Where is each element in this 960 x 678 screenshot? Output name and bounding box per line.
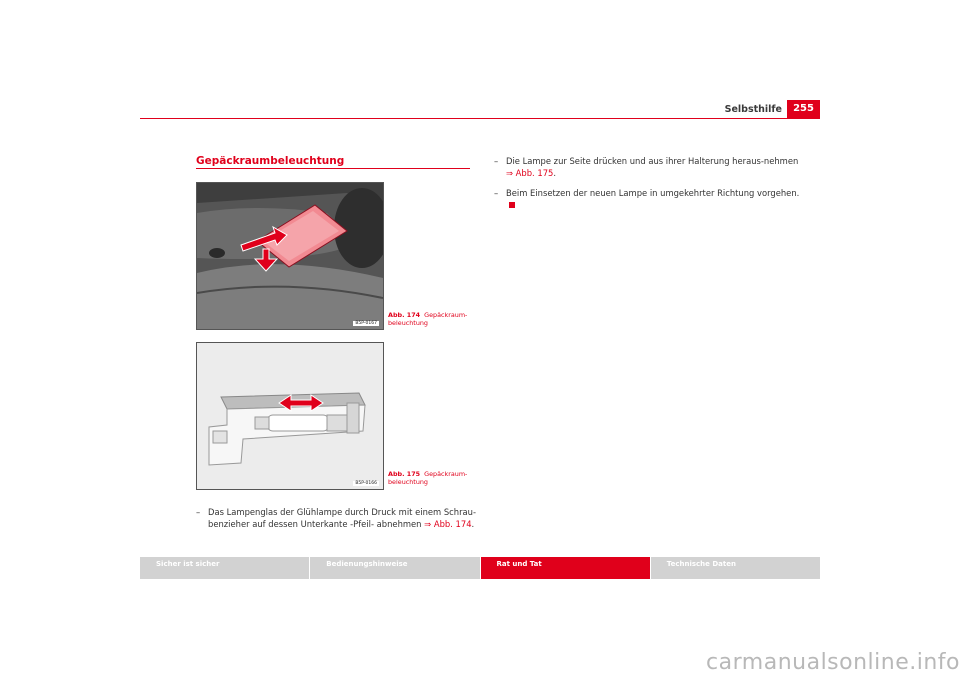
step-tail: . — [471, 519, 475, 529]
figure-174-trunk-light — [196, 182, 384, 330]
watermark: carmanualsonline.info — [706, 650, 960, 675]
page-number-badge: 255 — [787, 100, 820, 118]
step-dash: – — [494, 156, 499, 166]
instruction-step-3 — [494, 187, 804, 211]
caption-text: Gepäckraum-beleuchtung — [388, 311, 468, 327]
instruction-step-2 — [494, 155, 804, 179]
caption-text: Gepäckraum-beleuchtung — [388, 470, 468, 486]
figure-reference-link[interactable]: ⇒ Abb. 174 — [424, 519, 472, 529]
end-of-section-icon — [509, 202, 515, 208]
footer-tab-bedienungshinweise[interactable]: Bedienungshinweise — [310, 557, 479, 579]
running-header-title: Selbsthilfe — [724, 104, 782, 115]
footer-tab-rat-und-tat[interactable]: Rat und Tat — [481, 557, 650, 579]
step-text: Die Lampe zur Seite drücken und aus ihrer Halterung heraus-nehmen — [506, 156, 799, 166]
step-dash: – — [494, 188, 499, 198]
footer-tab-sicher-ist-sicher[interactable]: Sicher ist sicher — [140, 557, 309, 579]
section-rule — [196, 168, 470, 169]
lamp-removal-illustration — [197, 343, 383, 489]
trunk-light-illustration — [197, 183, 383, 329]
step-dash: – — [196, 507, 201, 517]
header-rule — [140, 118, 820, 119]
footer-navigation — [140, 557, 820, 579]
instruction-step-1 — [196, 506, 486, 530]
figure-code: B5P-0166 — [355, 481, 377, 486]
figure-code: B5P-0167 — [355, 321, 377, 326]
figure-174-caption — [388, 311, 478, 327]
section-heading: Gepäckraumbeleuchtung — [196, 155, 345, 167]
step-tail: . — [553, 168, 557, 178]
figure-reference-link[interactable]: ⇒ Abb. 175 — [506, 168, 554, 178]
step-text: Beim Einsetzen der neuen Lampe in umgekehrter Richtung vorgehen. — [506, 188, 800, 198]
caption-label: Abb. 174 — [388, 311, 421, 319]
step-text: Das Lampenglas der Glühlampe durch Druck mit einem Schrau-benzieher auf dessen Unterkante -Pfeil- abnehmen — [208, 507, 476, 529]
footer-tab-technische-daten[interactable]: Technische Daten — [651, 557, 820, 579]
figure-175-lamp-removal — [196, 342, 384, 490]
caption-label: Abb. 175 — [388, 470, 421, 478]
figure-175-caption — [388, 470, 478, 486]
